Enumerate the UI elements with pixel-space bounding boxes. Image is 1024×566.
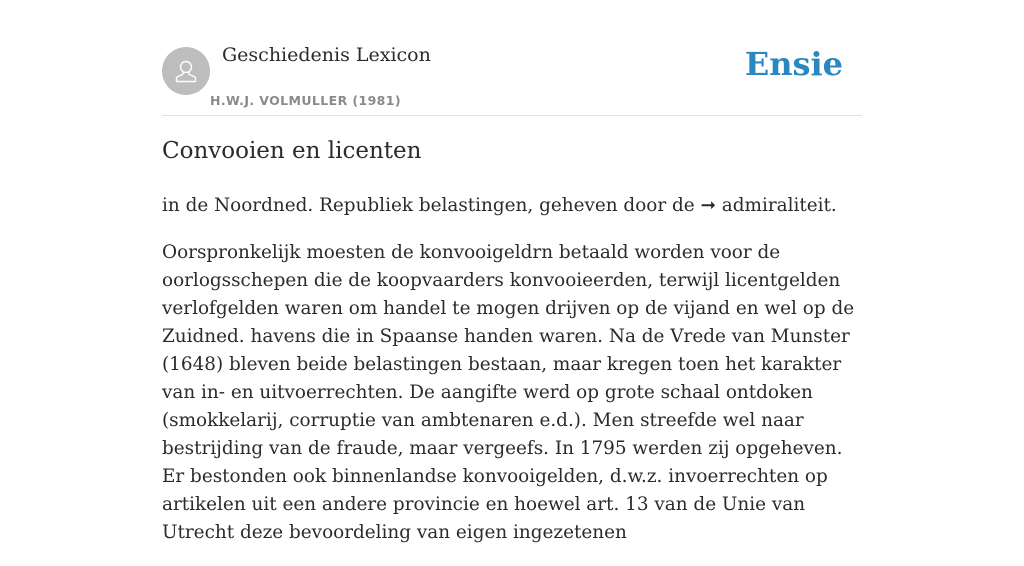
entry-body (162, 192, 862, 566)
intro-paragraph (162, 192, 862, 220)
intro-text: in de Noordned. Republiek belastingen, geheven door de (162, 195, 701, 216)
avatar[interactable] (162, 47, 210, 95)
admiraliteit-link[interactable] (700, 195, 830, 216)
page-title: Convooien en licenten (162, 138, 422, 164)
entry-header (162, 0, 862, 116)
user-outline-icon (171, 56, 201, 86)
brand-logo[interactable]: Ensie (744, 45, 843, 83)
intro-end: . (830, 195, 837, 216)
body-paragraph: Oorspronkelijk moesten de konvooigeldrn betaald worden voor de oorlogsschepen die de koopvaarders konvooieerden, terwijl licentgelden verlofgelden waren om handel te mogen drijven op de vijand en wel op de Zuidned. havens die in Spaanse handen waren. Na de Vrede van Munster (1648) bleven beide belastingen bestaan, maar kregen toen het karakter van in- en uitvoerrechten. De aangifte werd op grote schaal ontdoken (smokkelarij, corruptie van ambtenaren e.d.). Men streefde wel naar bestrijding van de fraude, maar vergeefs. In 1795 werden zij opgeheven. Er bestonden ook binnenlandse konvooigelden, d.w.z. invoerrechten op artikelen uit een andere provincie en hoewel art. 13 van de Unie van Utrecht deze bevoordeling van eigen ingezetenen (162, 242, 855, 543)
source-title[interactable]: Geschiedenis Lexicon (222, 44, 431, 66)
page-container (162, 0, 862, 543)
admiraliteit-link-label: admiraliteit (721, 195, 831, 216)
arrow-right-icon: ➞ (700, 195, 716, 216)
source-author[interactable]: H.W.J. VOLMULLER (1981) (210, 93, 401, 108)
